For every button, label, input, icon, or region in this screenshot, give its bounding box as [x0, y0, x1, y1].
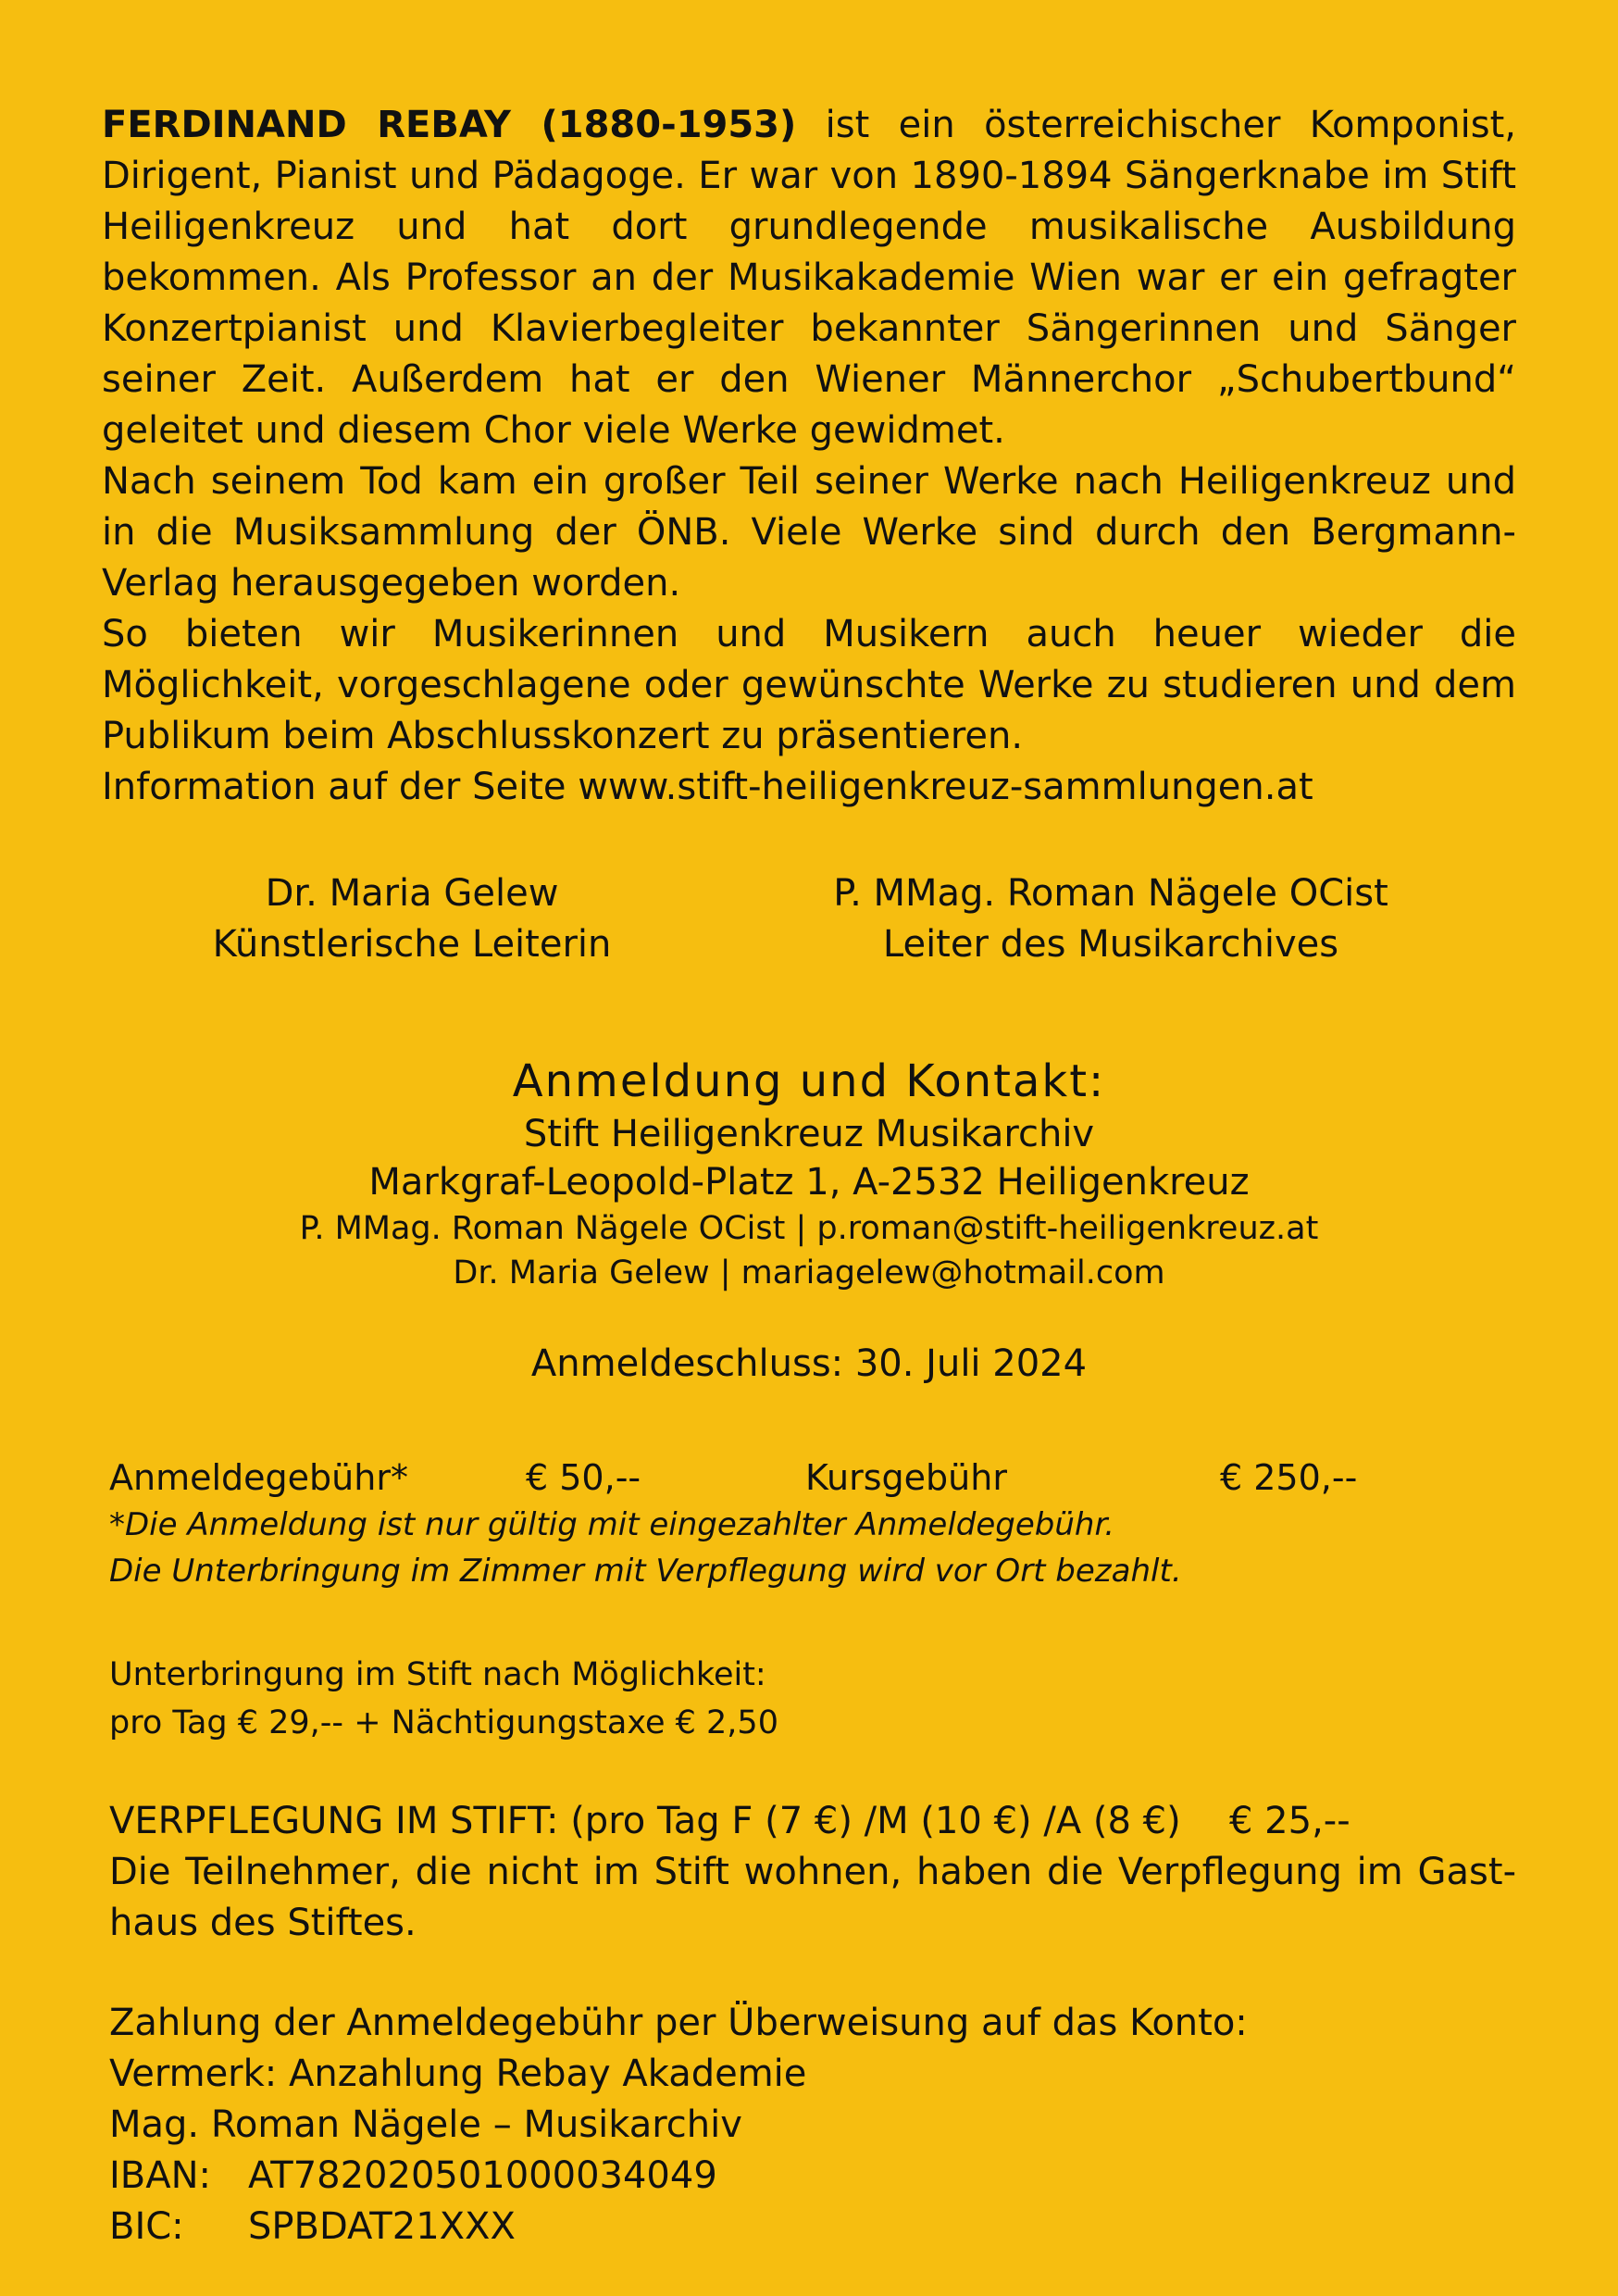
registration-fee-value: € 50,-- — [526, 1457, 641, 1498]
registration-deadline: Anmeldeschluss: 30. Juli 2024 — [530, 1342, 1088, 1385]
meals-label: VERPFLEGUNG IM STIFT: (pro Tag F (7 €) /M (10 €) /A (8 €) — [109, 1800, 1181, 1842]
meals-description: Die Teilnehmer, die nicht im Stift wohnen, haben die Verpflegung im Gasthaus des Stiftes. — [109, 1851, 1516, 1944]
iban-row — [109, 2151, 1516, 2202]
payment-line-2: Vermerk: Anzahlung Rebay Akademie — [109, 2053, 807, 2095]
meals-section — [109, 1796, 1516, 1949]
contact-section — [102, 1053, 1516, 1388]
fees-section — [109, 1454, 1516, 1594]
contact-address: Markgraf-Leopold-Platz 1, A-2532 Heiligenkreuz — [368, 1161, 1250, 1204]
bic-label: BIC: — [109, 2205, 184, 2248]
intro-paragraph-3: So bieten wir Musikerinnen und Musikern auch heuer wieder die Möglichkeit, vorgeschlagene oder gewünschte Werke zu studieren und dem Publikum beim Abschlusskonzert zu präsentieren. — [102, 613, 1516, 757]
lodging-section — [109, 1651, 1516, 1747]
signature-right — [787, 868, 1435, 970]
meals-value: € 25,-- — [1229, 1800, 1350, 1842]
course-fee-value: € 250,-- — [1220, 1457, 1358, 1498]
fee-note-2: Die Unterbringung im Zimmer mit Verpflegung wird vor Ort bezahlt. — [109, 1553, 1182, 1590]
intro-text — [102, 100, 1516, 813]
bic-row — [109, 2202, 1516, 2252]
signature-left — [102, 868, 722, 970]
lodging-line-1: Unterbringung im Stift nach Möglichkeit: — [109, 1656, 766, 1693]
intro-paragraph-1-text: ist ein österreichischer Komponist, Dirigent, Pianist und Pädagoge. Er war von 1890-1894 Sängerknabe im Stift Heiligenkreuz und hat dort grundlegende musikalische Ausbildung bekommen. Als Professor an der Musikakademie Wien war er ein gefragter Konzertpianist und Klavierbegleiter bekannter Sängerinnen und Sänger seiner Zeit. Außerdem hat er den Wiener Männerchor „Schubertbund“ geleitet und diesem Chor viele Werke gewidmet. — [102, 104, 1516, 452]
signature-right-role: Leiter des Musikarchives — [882, 923, 1339, 966]
meals-row — [109, 1796, 1516, 1847]
intro-paragraph-2: Nach seinem Tod kam ein großer Teil seiner Werke nach Heiligenkreuz und in die Musiksammlung der ÖNB. Viele Werke sind durch den Bergmann-Verlag herausgegeben worden. — [102, 460, 1516, 605]
contact-person-2: Dr. Maria Gelew | mariagelew@hotmail.com — [453, 1254, 1165, 1292]
registration-fee-label: Anmeldegebühr* — [109, 1457, 408, 1498]
composer-heading: FERDINAND REBAY (1880-1953) — [102, 104, 797, 146]
contact-organization: Stift Heiligenkreuz Musikarchiv — [523, 1113, 1095, 1155]
intro-paragraph-1 — [102, 100, 1516, 456]
signature-left-role: Künstlerische Leiterin — [212, 923, 612, 966]
signature-right-name: P. MMag. Roman Nägele OCist — [833, 872, 1388, 915]
course-fee-label: Kursgebühr — [805, 1457, 1007, 1498]
lodging-line-2: pro Tag € 29,-- + Nächtigungstaxe € 2,50 — [109, 1704, 778, 1741]
contact-person-1: P. MMag. Roman Nägele OCist | p.roman@stift-heiligenkreuz.at — [299, 1210, 1319, 1247]
signature-left-name: Dr. Maria Gelew — [265, 872, 559, 915]
iban-label: IBAN: — [109, 2154, 211, 2197]
payment-section — [109, 1998, 1516, 2252]
contact-heading: Anmeldung und Kontakt: — [512, 1055, 1106, 1107]
payment-line-3: Mag. Roman Nägele – Musikarchiv — [109, 2103, 742, 2146]
fee-note-1: *Die Anmeldung ist nur gültig mit eingezahlter Anmeldegebühr. — [109, 1506, 1115, 1543]
iban-value: AT782020501000034049 — [248, 2154, 717, 2197]
payment-line-1: Zahlung der Anmeldegebühr per Überweisung auf das Konto: — [109, 2002, 1248, 2044]
info-website-line: Information auf der Seite www.stift-heiligenkreuz-sammlungen.at — [102, 766, 1313, 808]
fee-row — [109, 1454, 1516, 1502]
bic-value: SPBDAT21XXX — [248, 2205, 516, 2248]
